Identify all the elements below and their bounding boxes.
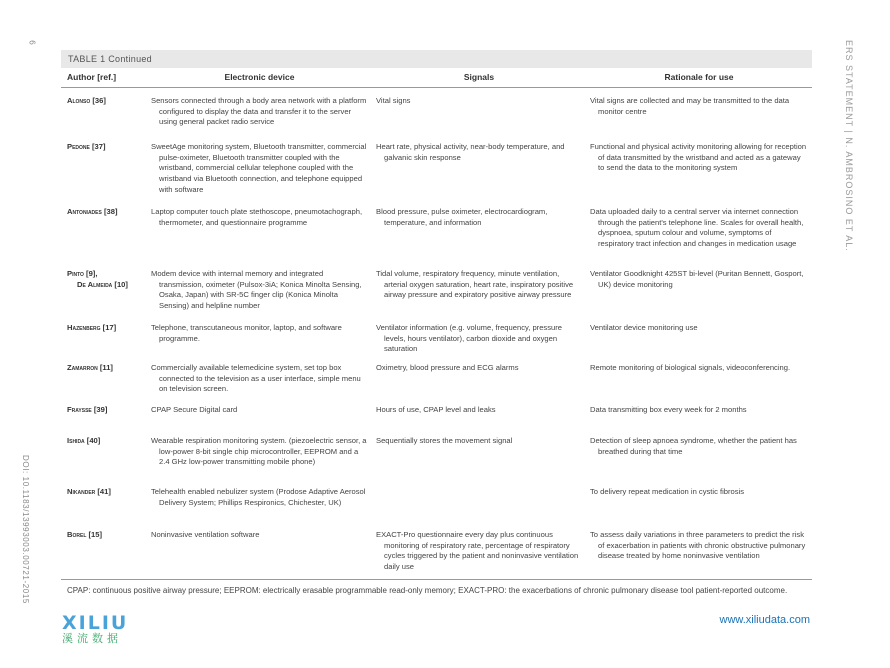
logo-subtext: 溪流数据 (62, 633, 122, 645)
signals-cell-text: Tidal volume, respiratory frequency, minute ventilation, arterial oxygen saturation, heart rate, inspiratory positive airway pressure and expiratory positive airway pressure (376, 269, 574, 300)
signals-cell (372, 142, 586, 196)
author-entry (67, 530, 145, 541)
table-row (61, 269, 812, 312)
website-link[interactable]: www.xiliudata.com (719, 614, 810, 626)
signals-cell-text: Blood pressure, pulse oximeter, electrocardiogram, temperature, and information (376, 207, 548, 227)
device-cell (145, 487, 372, 508)
device-cell-text: Wearable respiration monitoring system. (piezoelectric sensor, a low-power 8-bit single chip microcontroller, EEPROM and a 2.4 GHz low-power transmitting mobile phone) (151, 436, 367, 467)
author-ref: [15] (88, 530, 103, 539)
author-ref: [41] (97, 487, 111, 496)
rationale-cell-text: To delivery repeat medication in cystic fibrosis (590, 487, 745, 496)
author-entry (67, 280, 145, 291)
signals-cell-text: Ventilator information (e.g. volume, frequency, pressure levels, hours ventilator), carbon dioxide and oxygen saturation (376, 323, 562, 354)
author-entry (67, 269, 145, 280)
author-entry (67, 363, 145, 374)
running-header-sidebar: ERS STATEMENT | N. AMBROSINO ET AL. (844, 40, 854, 252)
signals-cell (372, 269, 586, 312)
signals-cell (372, 96, 586, 128)
author-entry (67, 323, 145, 334)
signals-cell-text: Vital signs (376, 96, 411, 105)
rationale-cell-text: Detection of sleep apnoea syndrome, whether the patient has breathed during that time (590, 436, 797, 456)
table-row (61, 487, 812, 508)
device-cell-text: Telehealth enabled nebulizer system (Prodose Adaptive Aerosol Delivery System; Phillips Respironics, Chichester, UK) (151, 487, 366, 507)
author-cell (61, 530, 145, 573)
author-entry (67, 207, 145, 218)
author-ref: [9], (86, 269, 98, 278)
device-cell-text: Commercially available telemedicine system, set top box connected to the television as a user interface, simple menu on television screen. (151, 363, 361, 394)
signals-cell (372, 405, 586, 416)
xiliu-logo (62, 612, 128, 646)
table-header-row (61, 68, 812, 88)
author-cell (61, 96, 145, 128)
rationale-cell-text: Ventilator Goodknight 425ST bi-level (Puritan Bennett, Gosport, UK) device monitoring (590, 269, 804, 289)
device-cell (145, 405, 372, 416)
header-rationale: Rationale for use (664, 72, 734, 82)
rationale-cell (586, 363, 812, 395)
rationale-cell-text: Functional and physical activity monitoring allowing for reception of data transmitted by the wristband and acted as a gateway to send the data to the monitoring system (590, 142, 807, 173)
author-entry (67, 96, 145, 107)
signals-cell-text: Heart rate, physical activity, near-body temperature, and galvanic skin response (376, 142, 565, 162)
author-entry (67, 405, 145, 416)
table-row (61, 323, 812, 355)
signals-cell-text: Hours of use, CPAP level and leaks (376, 405, 496, 414)
device-cell (145, 269, 372, 312)
author-cell (61, 142, 145, 196)
author-ref: [17] (102, 323, 117, 332)
author-entry (67, 436, 145, 447)
device-cell-text: Telephone, transcutaneous monitor, laptop, and software programme. (151, 323, 342, 343)
rationale-cell-text: Ventilator device monitoring use (590, 323, 698, 332)
table-caption-text: TABLE 1 Continued (68, 54, 152, 64)
author-entry (67, 487, 145, 498)
signals-cell (372, 323, 586, 355)
signals-cell (372, 487, 586, 508)
author-ref: [40] (86, 436, 101, 445)
author-ref: [38] (103, 207, 118, 216)
signals-cell (372, 363, 586, 395)
author-name: Nikander (67, 487, 96, 496)
device-cell-text: Sensors connected through a body area network with a platform configured to display the data and transfer it to the server using general packet radio service (151, 96, 367, 127)
logo-wordmark: XILIU (62, 612, 129, 634)
rationale-cell (586, 436, 812, 468)
device-cell (145, 363, 372, 395)
author-name: Pedone (67, 142, 90, 151)
author-name: Borel (67, 530, 87, 539)
table-bottom-rule (61, 579, 812, 580)
signals-cell (372, 530, 586, 573)
device-cell-text: SweetAge monitoring system, Bluetooth transmitter, commercial pulse-oximeter, Bluetooth transmitter coupled with the wristband, commercial cellular telephone coupled with the wristband via Bluetooth connection, and telephone equipped with software (151, 142, 367, 194)
device-cell-text: Noninvasive ventilation software (151, 530, 260, 539)
header-device: Electronic device (224, 72, 295, 82)
author-name: Pinto (67, 269, 84, 278)
rationale-cell-text: Vital signs are collected and may be transmitted to the data monitor centre (590, 96, 790, 116)
table-row (61, 142, 812, 196)
author-ref: [39] (93, 405, 108, 414)
signals-cell-text: Sequentially stores the movement signal (376, 436, 513, 445)
rationale-cell (586, 96, 812, 128)
table-footnote: CPAP: continuous positive airway pressure; EEPROM: electrically erasable programmable read-only memory; EXACT-PRO: the exacerbations of chronic pulmonary disease tool patient-reported outcome. (67, 586, 788, 595)
rationale-cell-text: Data uploaded daily to a central server via internet connection through the patient's telephone line. Scales for overall health, dyspnoea, sputum colour and volume, symptoms of respiratory tract infection and changes in medication usage (590, 207, 804, 249)
signals-cell-text: Oximetry, blood pressure and ECG alarms (376, 363, 519, 372)
author-cell (61, 323, 145, 355)
header-author: Author [ref.] (67, 72, 117, 82)
page-number: 6 (27, 40, 37, 45)
author-cell (61, 436, 145, 468)
author-cell (61, 405, 145, 416)
signals-cell-text: EXACT-Pro questionnaire every day plus continuous monitoring of respiratory rate, percentage of respiratory cycles triggered by the patient and noninvasive ventilation daily use (376, 530, 579, 572)
author-ref: [36] (92, 96, 106, 105)
table-row (61, 436, 812, 468)
device-cell (145, 323, 372, 355)
author-ref: [10] (114, 279, 128, 289)
rationale-cell (586, 487, 812, 508)
device-cell (145, 530, 372, 573)
table-row (61, 207, 812, 250)
table-1 (61, 50, 812, 595)
device-cell (145, 436, 372, 468)
table-row (61, 96, 812, 128)
device-cell-text: Modem device with internal memory and integrated transmission, oximeter (Pulsox-3iA; Konica Minolta Sensing, Osaka, Japan) with SR-5C finger clip (Konica Minolta Sensing) and helpline number (151, 269, 362, 311)
rationale-cell-text: To assess daily variations in three parameters to predict the risk of exacerbation in patients with chronic obstructive pulmonary disease treated by home noninvasive ventilation (590, 530, 806, 561)
rationale-cell (586, 207, 812, 250)
author-ref: [11] (99, 363, 113, 372)
rationale-cell (586, 405, 812, 416)
rationale-cell (586, 530, 812, 573)
signals-cell (372, 207, 586, 250)
rationale-cell (586, 323, 812, 355)
author-name: Antoniades (67, 207, 102, 216)
rationale-cell-text: Data transmitting box every week for 2 months (590, 405, 747, 414)
table-caption (61, 50, 812, 68)
author-name: Alonso (67, 96, 91, 105)
table-row (61, 405, 812, 416)
author-name: Zamarron (67, 363, 98, 372)
table-row (61, 363, 812, 395)
signals-cell (372, 436, 586, 468)
author-name: Ishida (67, 436, 85, 445)
rationale-cell-text: Remote monitoring of biological signals, videoconferencing. (590, 363, 791, 372)
doi-sidebar: DOI: 10.1183/13993003.00721-2015 (21, 455, 30, 604)
device-cell (145, 207, 372, 250)
author-name: Fraysse (67, 405, 92, 414)
device-cell-text: Laptop computer touch plate stethoscope, pneumotachograph, thermometer, and questionnaire programme (151, 207, 363, 227)
author-cell (61, 363, 145, 395)
author-entry (67, 142, 145, 153)
author-cell (61, 269, 145, 312)
device-cell (145, 96, 372, 128)
author-name: De Almeida (77, 279, 113, 289)
author-cell (61, 207, 145, 250)
author-cell (61, 487, 145, 508)
author-name: Hazenberg (67, 323, 101, 332)
device-cell-text: CPAP Secure Digital card (151, 405, 238, 414)
table-row (61, 530, 812, 573)
header-signals: Signals (463, 72, 495, 82)
author-ref: [37] (91, 142, 106, 151)
rationale-cell (586, 142, 812, 196)
device-cell (145, 142, 372, 196)
rationale-cell (586, 269, 812, 312)
